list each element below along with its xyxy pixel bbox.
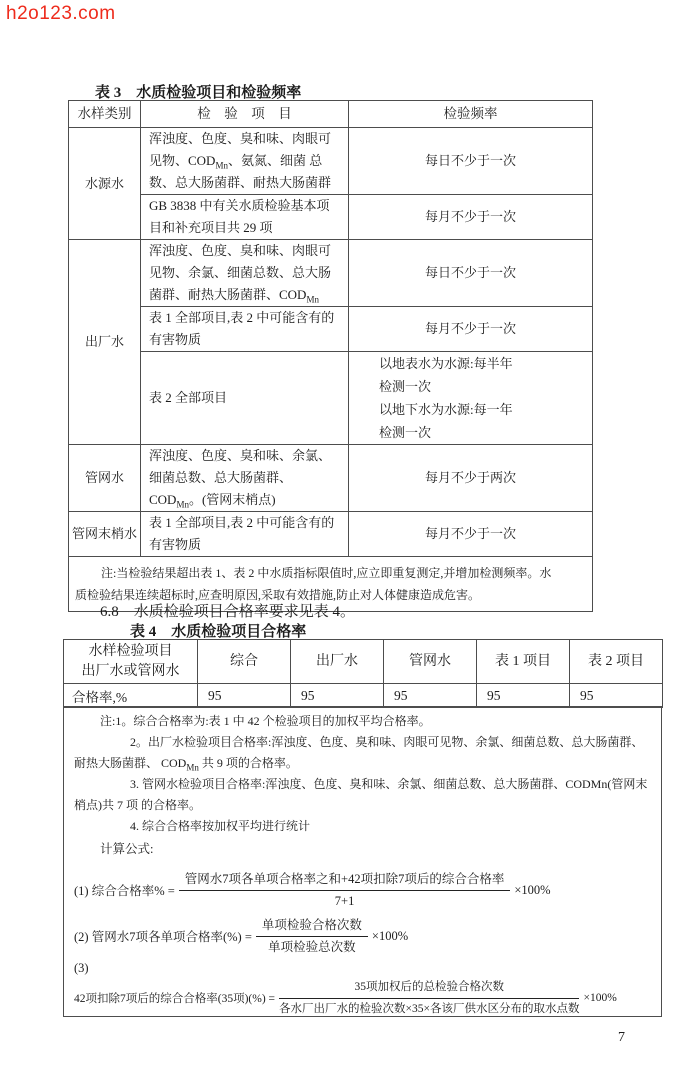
t4-note-3-cont: 梢点)共 7 项 的合格率。 <box>74 798 201 812</box>
t3-fw-daily-items-sub: Mn <box>306 294 319 305</box>
t3-label-finished-water: 出厂水 <box>69 240 141 445</box>
t3-table2-freq-line2: 检测一次 <box>379 379 432 394</box>
formula-2-fraction <box>256 917 368 956</box>
t3-label-pipe-network-water: 管网水 <box>69 445 141 512</box>
t3-sw-daily-items-sub: Mn <box>215 160 228 171</box>
t3-pnw-items-pre: 浑浊度、色度、臭和味、余氯、细菌总数、总大肠菌群、 COD <box>149 448 332 507</box>
t3-label-source-water: 水源水 <box>69 128 141 240</box>
t3-table2-freq-line3: 以地下水为水源:每一年 <box>379 402 513 417</box>
table4-title: 表 4 水质检验项目合格率 <box>130 624 307 640</box>
formula-2 <box>74 916 651 956</box>
table4-notes-box <box>63 706 662 1017</box>
formula-3-numerator: 35项加权后的总检验合格次数 <box>279 979 579 999</box>
t4-note-2-cont-pre: 耐热大肠菌群、 COD <box>74 756 187 770</box>
t4-header-table1-items: 表 1 项目 <box>477 640 570 684</box>
t3-header-frequency: 检验频率 <box>349 101 593 128</box>
t4-value-finished-water: 95 <box>291 684 384 708</box>
t3-finished-water-monthly-freq: 每月不少于一次 <box>349 307 593 352</box>
t3-finished-water-daily-items <box>141 240 349 307</box>
t3-header-test-items: 检 验 项 目 <box>141 101 349 128</box>
t3-pipe-network-items <box>141 445 349 512</box>
formula-2-denominator: 单项检验总次数 <box>268 939 356 954</box>
table3-title: 表 3 水质检验项目和检验频率 <box>95 85 302 101</box>
t4-header-comprehensive: 综合 <box>198 640 291 684</box>
formula-3-suffix: ×100% <box>583 992 617 1004</box>
formula-3-mark: (3) <box>74 961 89 975</box>
section-6-8: 6.8 水质检验项目合格率要求见表 4。 <box>100 604 356 620</box>
t4-note-2: 2。出厂水检验项目合格率:浑浊度、色度、臭和味、肉眼可见物、余氯、细菌总数、总大肠菌群、 <box>130 735 644 749</box>
t4-header-finished-water: 出厂水 <box>291 640 384 684</box>
t3-table2-all-items: 表 2 全部项目 <box>141 352 349 445</box>
formula-2-label: (2) 管网水7项各单项合格率(%) = <box>74 930 252 944</box>
t3-table2-freq-line4: 检测一次 <box>379 425 432 440</box>
t4-note-2-cont <box>74 753 651 774</box>
t3-header-sample-type: 水样类别 <box>69 101 141 128</box>
t4-note-4: 4. 综合合格率按加权平均进行统计 <box>130 819 311 833</box>
t3-pipe-end-freq: 每月不少于一次 <box>349 512 593 557</box>
t3-finished-water-daily-freq: 每日不少于一次 <box>349 240 593 307</box>
formula-3-fraction <box>279 979 579 1018</box>
page-number: 7 <box>618 1030 625 1045</box>
t3-sw-daily-items-post: 、氨氮、细菌 总数、总大肠菌群、耐热大肠菌群 <box>149 153 332 190</box>
t3-source-water-daily-items <box>141 128 349 195</box>
t4-header-col1-line1: 水样检验项目 <box>88 643 173 659</box>
t4-value-table1-items: 95 <box>477 684 570 708</box>
t3-pnw-items-post: 。(管网末梢点) <box>188 492 276 507</box>
table3 <box>68 100 593 612</box>
formula-3-label: 42项扣除7项后的综合合格率(35项)(%) = <box>74 993 276 1005</box>
t3-pnw-items-sub: Mn <box>176 499 189 510</box>
t4-note-2-cont-post: 共 9 项的合格率。 <box>198 756 298 770</box>
formula-1-label: (1) 综合合格率% = <box>74 884 175 898</box>
t3-table2-all-freq <box>349 352 593 445</box>
t4-header-table2-items: 表 2 项目 <box>570 640 663 684</box>
t3-pipe-network-freq: 每月不少于两次 <box>349 445 593 512</box>
t4-header-col1-line2: 出厂水或管网水 <box>81 663 180 679</box>
formula-1-numerator: 管网水7项各单项合格率之和+42项扣除7项后的综合合格率 <box>179 871 511 891</box>
formula-3-denominator: 各水厂出厂水的检验次数×35×各该厂供水区分布的取水点数 <box>279 1002 580 1015</box>
t4-row-label-pass-rate: 合格率,% <box>64 684 198 708</box>
formula-1-suffix: ×100% <box>514 882 551 897</box>
t3-label-pipe-end-water: 管网末梢水 <box>69 512 141 557</box>
t4-value-table2-items: 95 <box>570 684 663 708</box>
t3-fw-daily-items-pre: 浑浊度、色度、臭和味、肉眼可见物、余氯、细菌总数、总大肠菌群、耐热大肠菌群、COD <box>149 243 332 302</box>
formula-3 <box>74 978 651 1018</box>
t3-table2-freq-line1: 以地表水为水源:每半年 <box>379 356 513 371</box>
t3-source-water-monthly-items: GB 3838 中有关水质检验基本项目和补充项目共 29 项 <box>141 195 349 240</box>
t4-note-2-cont-sub: Mn <box>186 762 199 773</box>
t3-finished-water-monthly-items: 表 1 全部项目,表 2 中可能含有的有害物质 <box>141 307 349 352</box>
t4-value-pipe-network-water: 95 <box>384 684 477 708</box>
table4 <box>63 639 663 708</box>
t3-sw-daily-items-pre: 浑浊度、色度、臭和味、肉眼可见物、COD <box>149 131 332 168</box>
formula-intro: 计算公式: <box>100 842 154 856</box>
t3-note-line2: 质检验结果连续超标时,应查明原因,采取有效措施,防止对人体健康造成危害。 <box>75 588 481 602</box>
t3-source-water-monthly-freq: 每月不少于一次 <box>349 195 593 240</box>
formula-1-fraction <box>179 871 511 910</box>
t4-note-3: 3. 管网水检验项目合格率:浑浊度、色度、臭和味、余氯、细菌总数、总大肠菌群、CODMn(管网末 <box>130 777 648 791</box>
watermark-text: h2o123.com <box>6 3 116 24</box>
t3-note-line1: 注:当检验结果超出表 1、表 2 中水质指标限值时,应立即重复测定,并增加检测频率。水 <box>101 566 552 580</box>
t4-header-pipe-network-water: 管网水 <box>384 640 477 684</box>
t3-source-water-daily-freq: 每日不少于一次 <box>349 128 593 195</box>
t4-note-1: 注:1。综合合格率为:表 1 中 42 个检验项目的加权平均合格率。 <box>100 714 431 728</box>
t3-pipe-end-items: 表 1 全部项目,表 2 中可能含有的有害物质 <box>141 512 349 557</box>
formula-1-denominator: 7+1 <box>334 893 355 908</box>
formula-1 <box>74 870 651 910</box>
formula-2-suffix: ×100% <box>371 928 409 943</box>
t4-header-sample-items <box>64 640 198 684</box>
formula-2-numerator: 单项检验合格次数 <box>256 917 368 937</box>
t4-value-comprehensive: 95 <box>198 684 291 708</box>
